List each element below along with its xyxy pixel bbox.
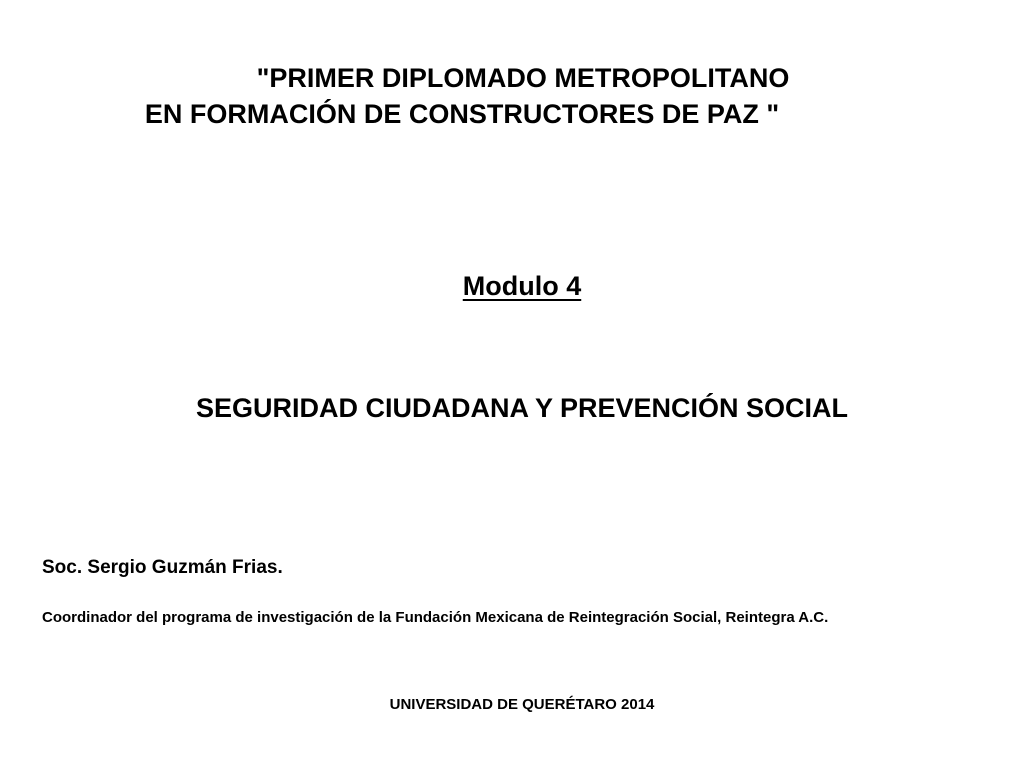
author-name: Soc. Sergio Guzmán Frias.	[42, 557, 283, 578]
module-heading	[0, 268, 1024, 304]
subject-heading: SEGURIDAD CIUDADANA Y PREVENCIÓN SOCIAL	[195, 393, 849, 423]
module-label: Modulo 4	[462, 271, 582, 301]
university-footer: UNIVERSIDAD DE QUERÉTARO 2014	[389, 696, 655, 713]
author-role: Coordinador del programa de investigación de la Fundación Mexicana de Reintegración Social, Reintegra A.C.	[42, 609, 829, 626]
title-line-2: EN FORMACIÓN DE CONSTRUCTORES DE PAZ "	[144, 99, 780, 129]
slide-title	[0, 60, 1024, 132]
title-line-1: "PRIMER DIPLOMADO METROPOLITANO	[256, 63, 790, 93]
